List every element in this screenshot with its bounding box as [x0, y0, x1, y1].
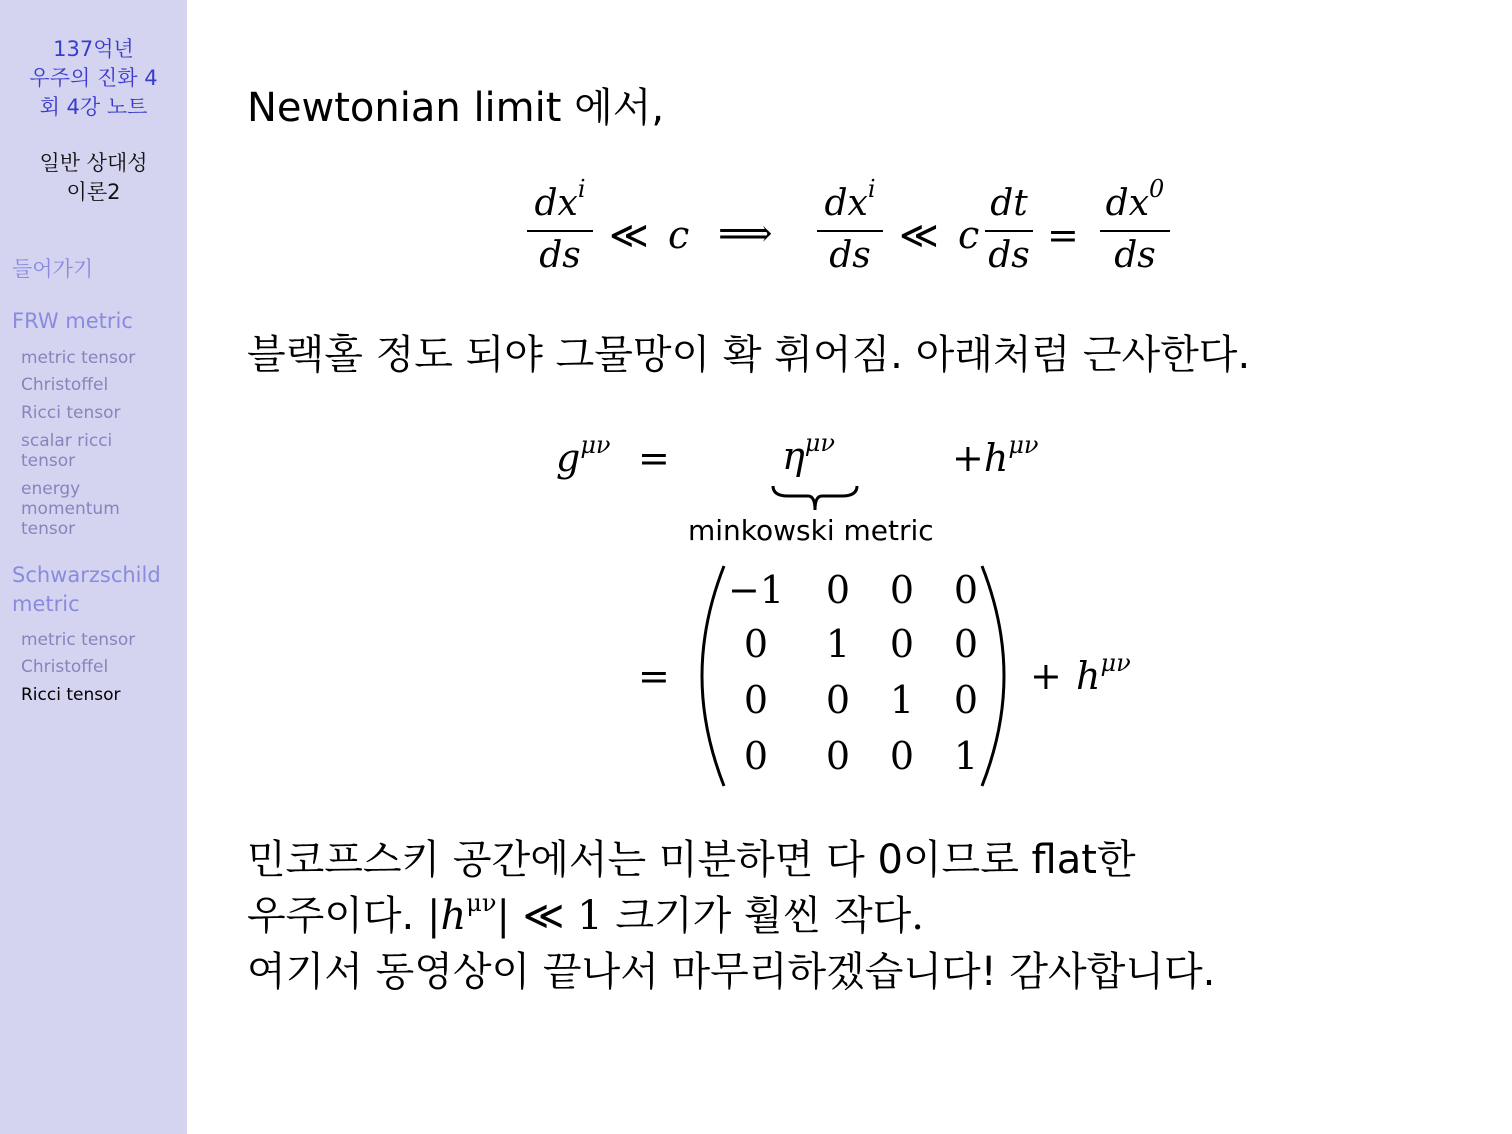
presentation-title-line2[interactable]: 우주의 진화 4 — [29, 66, 158, 90]
sidebar-section-intro[interactable]: 들어가기 — [12, 257, 94, 281]
metric-g: $g^{\mu\nu}$ — [556, 431, 611, 480]
fraction-dt-ds: dt ds — [985, 182, 1033, 278]
matrix-cell: 0 — [889, 568, 915, 612]
sidebar-item-schw-ricci-tensor-current[interactable]: Ricci tensor — [21, 685, 121, 705]
intro-text: Newtonian limit 에서, — [247, 85, 665, 131]
matrix-cell: −1 — [727, 568, 785, 612]
matrix-cell: 0 — [825, 678, 851, 722]
perturbation-h: $+h^{\mu\nu}$ — [952, 431, 1039, 480]
matrix-cell: 0 — [953, 622, 979, 666]
underbrace-icon — [770, 484, 860, 514]
sidebar-item-frw-metric-tensor[interactable]: metric tensor — [21, 348, 136, 368]
much-less-symbol-2: ≪ — [899, 213, 939, 257]
right-paren-icon — [978, 562, 1008, 790]
matrix-cell: 0 — [743, 622, 769, 666]
presentation-title-line1[interactable]: 137억년 — [53, 37, 134, 61]
matrix-cell: 0 — [953, 678, 979, 722]
underbrace-label: minkowski metric — [688, 514, 934, 547]
presentation-subtitle-line1: 일반 상대성 — [39, 151, 148, 175]
sidebar-item-schw-metric-tensor[interactable]: metric tensor — [21, 630, 136, 650]
left-paren-icon — [698, 562, 728, 790]
sentence-black-hole: 블랙홀 정도 되야 그물망이 확 휘어짐. 아래처럼 근사한다. — [247, 332, 1251, 378]
equals-sign-3: = — [638, 654, 670, 698]
sidebar-item-schw-christoffel[interactable]: Christoffel — [21, 657, 109, 677]
matrix-cell: 0 — [889, 622, 915, 666]
perturbation-h-2: $h^{\mu\nu}$ — [1076, 649, 1131, 698]
sidebar-section-frw[interactable]: FRW metric — [12, 309, 133, 333]
matrix-cell: 1 — [889, 678, 915, 722]
presentation-subtitle-line2: 이론2 — [66, 180, 121, 204]
speed-c: c — [668, 213, 690, 257]
presentation-title-line3[interactable]: 회 4강 노트 — [39, 95, 148, 119]
speed-c-2: c — [958, 213, 980, 257]
matrix-cell: 1 — [825, 622, 851, 666]
matrix-cell: 0 — [889, 734, 915, 778]
fraction-dxi-ds-2: $dx^i$ ds — [817, 182, 883, 278]
matrix-cell: 0 — [825, 568, 851, 612]
much-less-symbol: ≪ — [609, 213, 649, 257]
sidebar-item-frw-ricci-tensor[interactable]: Ricci tensor — [21, 403, 121, 423]
sidebar-item-frw-scalar-ricci[interactable]: scalar ricci tensor — [21, 431, 113, 471]
sidebar-section-schwarzschild[interactable]: Schwarzschild metric — [12, 563, 161, 616]
paragraph-line1: 민코프스키 공간에서는 미분하면 다 0이므로 flat한 — [247, 837, 1136, 883]
fraction-dx0-ds: $dx^0$ ds — [1100, 182, 1170, 278]
implies-symbol: ⟹ — [718, 211, 773, 255]
equals-sign: = — [1047, 213, 1079, 257]
matrix-cell: 0 — [743, 734, 769, 778]
paragraph-line3: 여기서 동영상이 끝나서 마무리하겠습니다! 감사합니다. — [247, 949, 1216, 995]
plus-sign: + — [1030, 654, 1062, 698]
fraction-dxi-ds: $dx^i$ ds — [527, 182, 593, 278]
matrix-cell: 0 — [825, 734, 851, 778]
matrix-cell: 0 — [743, 678, 769, 722]
minkowski-eta: $\eta^{\mu\nu}$ — [782, 429, 835, 478]
equals-sign-2: = — [638, 436, 670, 480]
matrix-cell: 1 — [953, 734, 979, 778]
sidebar-item-frw-christoffel[interactable]: Christoffel — [21, 375, 109, 395]
paragraph-line2: 우주이다. $|h^{\mu\nu}|$ ≪ 1 크기가 훨씬 작다. — [247, 889, 925, 939]
matrix-cell: 0 — [953, 568, 979, 612]
sidebar — [0, 0, 187, 1134]
sidebar-item-frw-energy-momentum[interactable]: energy momentum tensor — [21, 479, 120, 539]
